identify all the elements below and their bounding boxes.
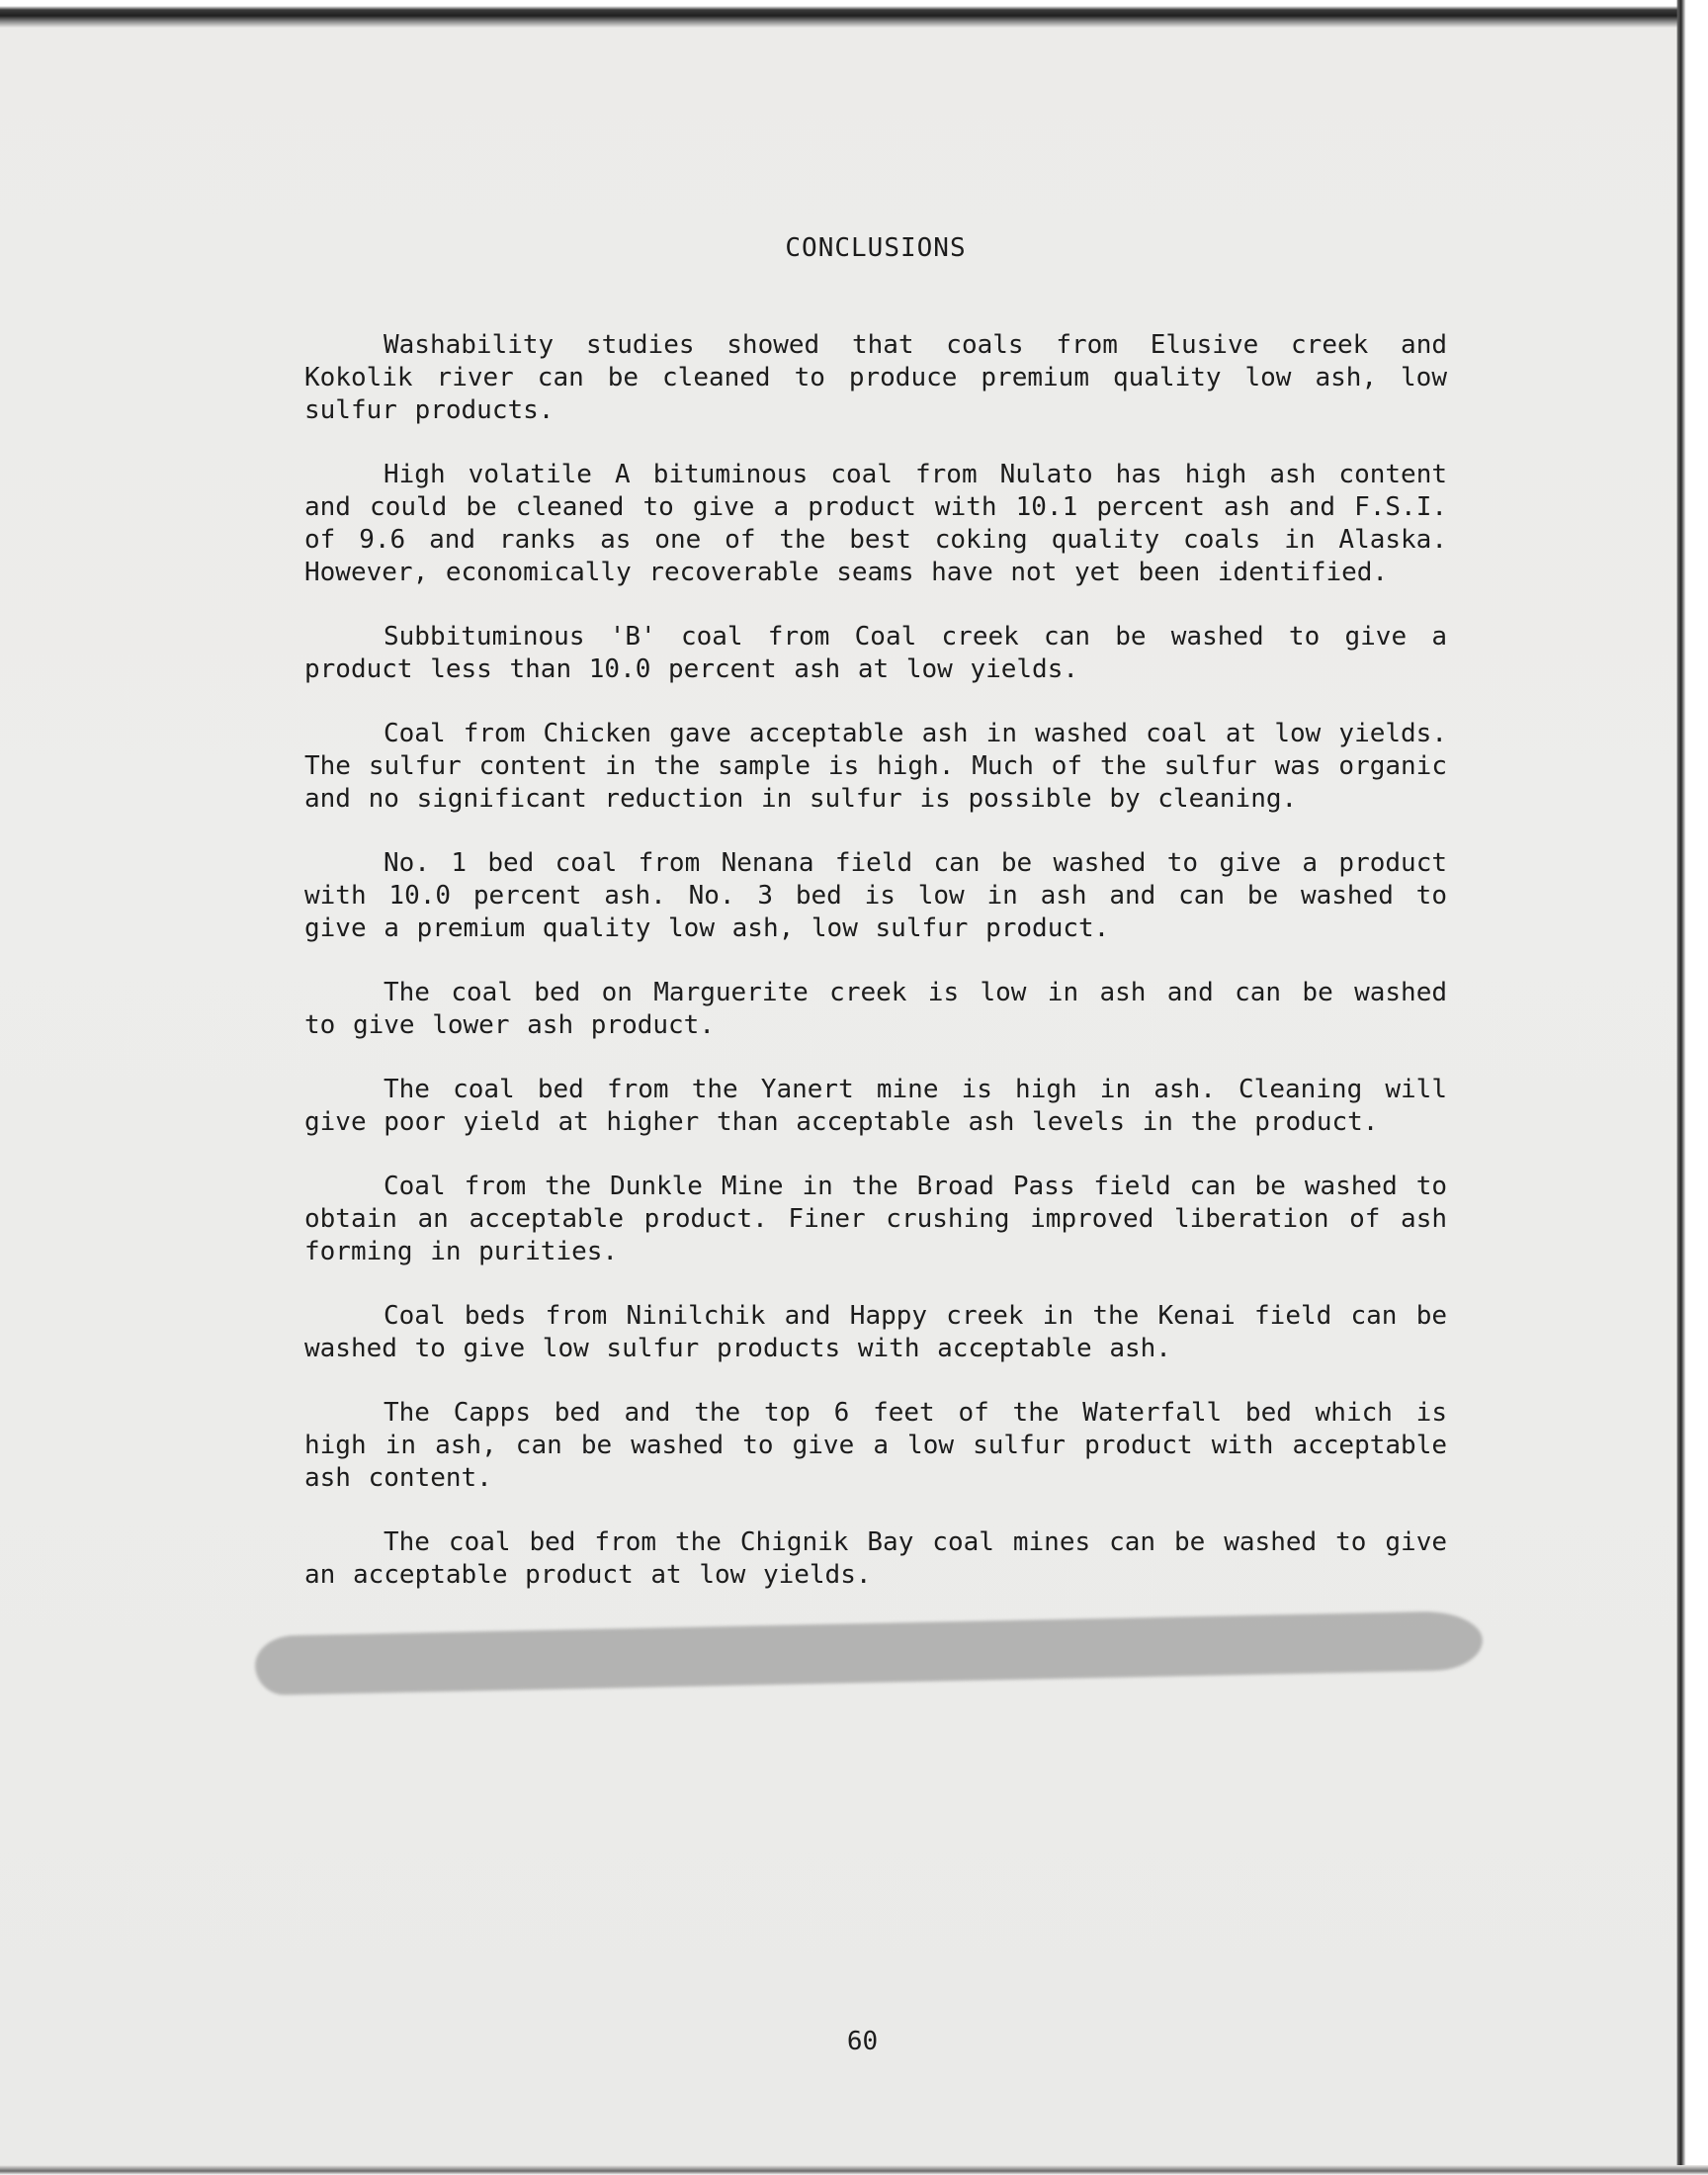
paragraph-kenai: Coal beds from Ninilchik and Happy creek in the Kenai field can be washed to give low sulfur products with acceptable ash.	[304, 1301, 1447, 1363]
page-title: CONCLUSIONS	[785, 233, 967, 263]
paragraph-nenana: No. 1 bed coal from Nenana field can be washed to give a product with 10.0 percent ash. No. 3 bed is low in ash and can be washed to give a premium quality low ash, low sulfur product.	[304, 848, 1447, 943]
paragraph-coal-creek: Subbituminous 'B' coal from Coal creek can be washed to give a product less than 10.0 percent ash at low yields.	[304, 622, 1447, 684]
page-number: 60	[846, 2027, 879, 2056]
paragraph-elusive-kokolik: Washability studies showed that coals from Elusive creek and Kokolik river can be cleaned to produce premium quality low ash, low sulfur products.	[304, 330, 1447, 425]
paragraph-nulato: High volatile A bituminous coal from Nulato has high ash content and could be cleaned to give a product with 10.1 percent ash and F.S.I. of 9.6 and ranks as one of the best coking quality coals in Alaska. However, economically recoverable seams have not yet been identified.	[304, 460, 1447, 587]
paragraph-chignik-bay: The coal bed from the Chignik Bay coal mines can be washed to give an acceptable product at low yields.	[304, 1527, 1447, 1590]
scan-top-edge	[0, 0, 1708, 28]
paragraph-capps-waterfall: The Capps bed and the top 6 feet of the Waterfall bed which is high in ash, can be washed to give a low sulfur product with acceptable ash content.	[304, 1398, 1447, 1493]
paragraph-chicken: Coal from Chicken gave acceptable ash in washed coal at low yields. The sulfur content in the sample is high. Much of the sulfur was organic and no significant reduction in sulfur is possible by cleaning.	[304, 719, 1447, 814]
conclusions-body	[304, 329, 1447, 1623]
scan-bottom-edge	[0, 2165, 1708, 2175]
paragraph-yanert: The coal bed from the Yanert mine is high in ash. Cleaning will give poor yield at higher than acceptable ash levels in the product.	[304, 1075, 1447, 1137]
scan-right-edge	[1629, 0, 1708, 2175]
paragraph-dunkle: Coal from the Dunkle Mine in the Broad Pass field can be washed to obtain an acceptable product. Finer crushing improved liberation of ash forming in purities.	[304, 1172, 1447, 1266]
paragraph-marguerite: The coal bed on Marguerite creek is low in ash and can be washed to give lower ash product.	[304, 978, 1447, 1040]
